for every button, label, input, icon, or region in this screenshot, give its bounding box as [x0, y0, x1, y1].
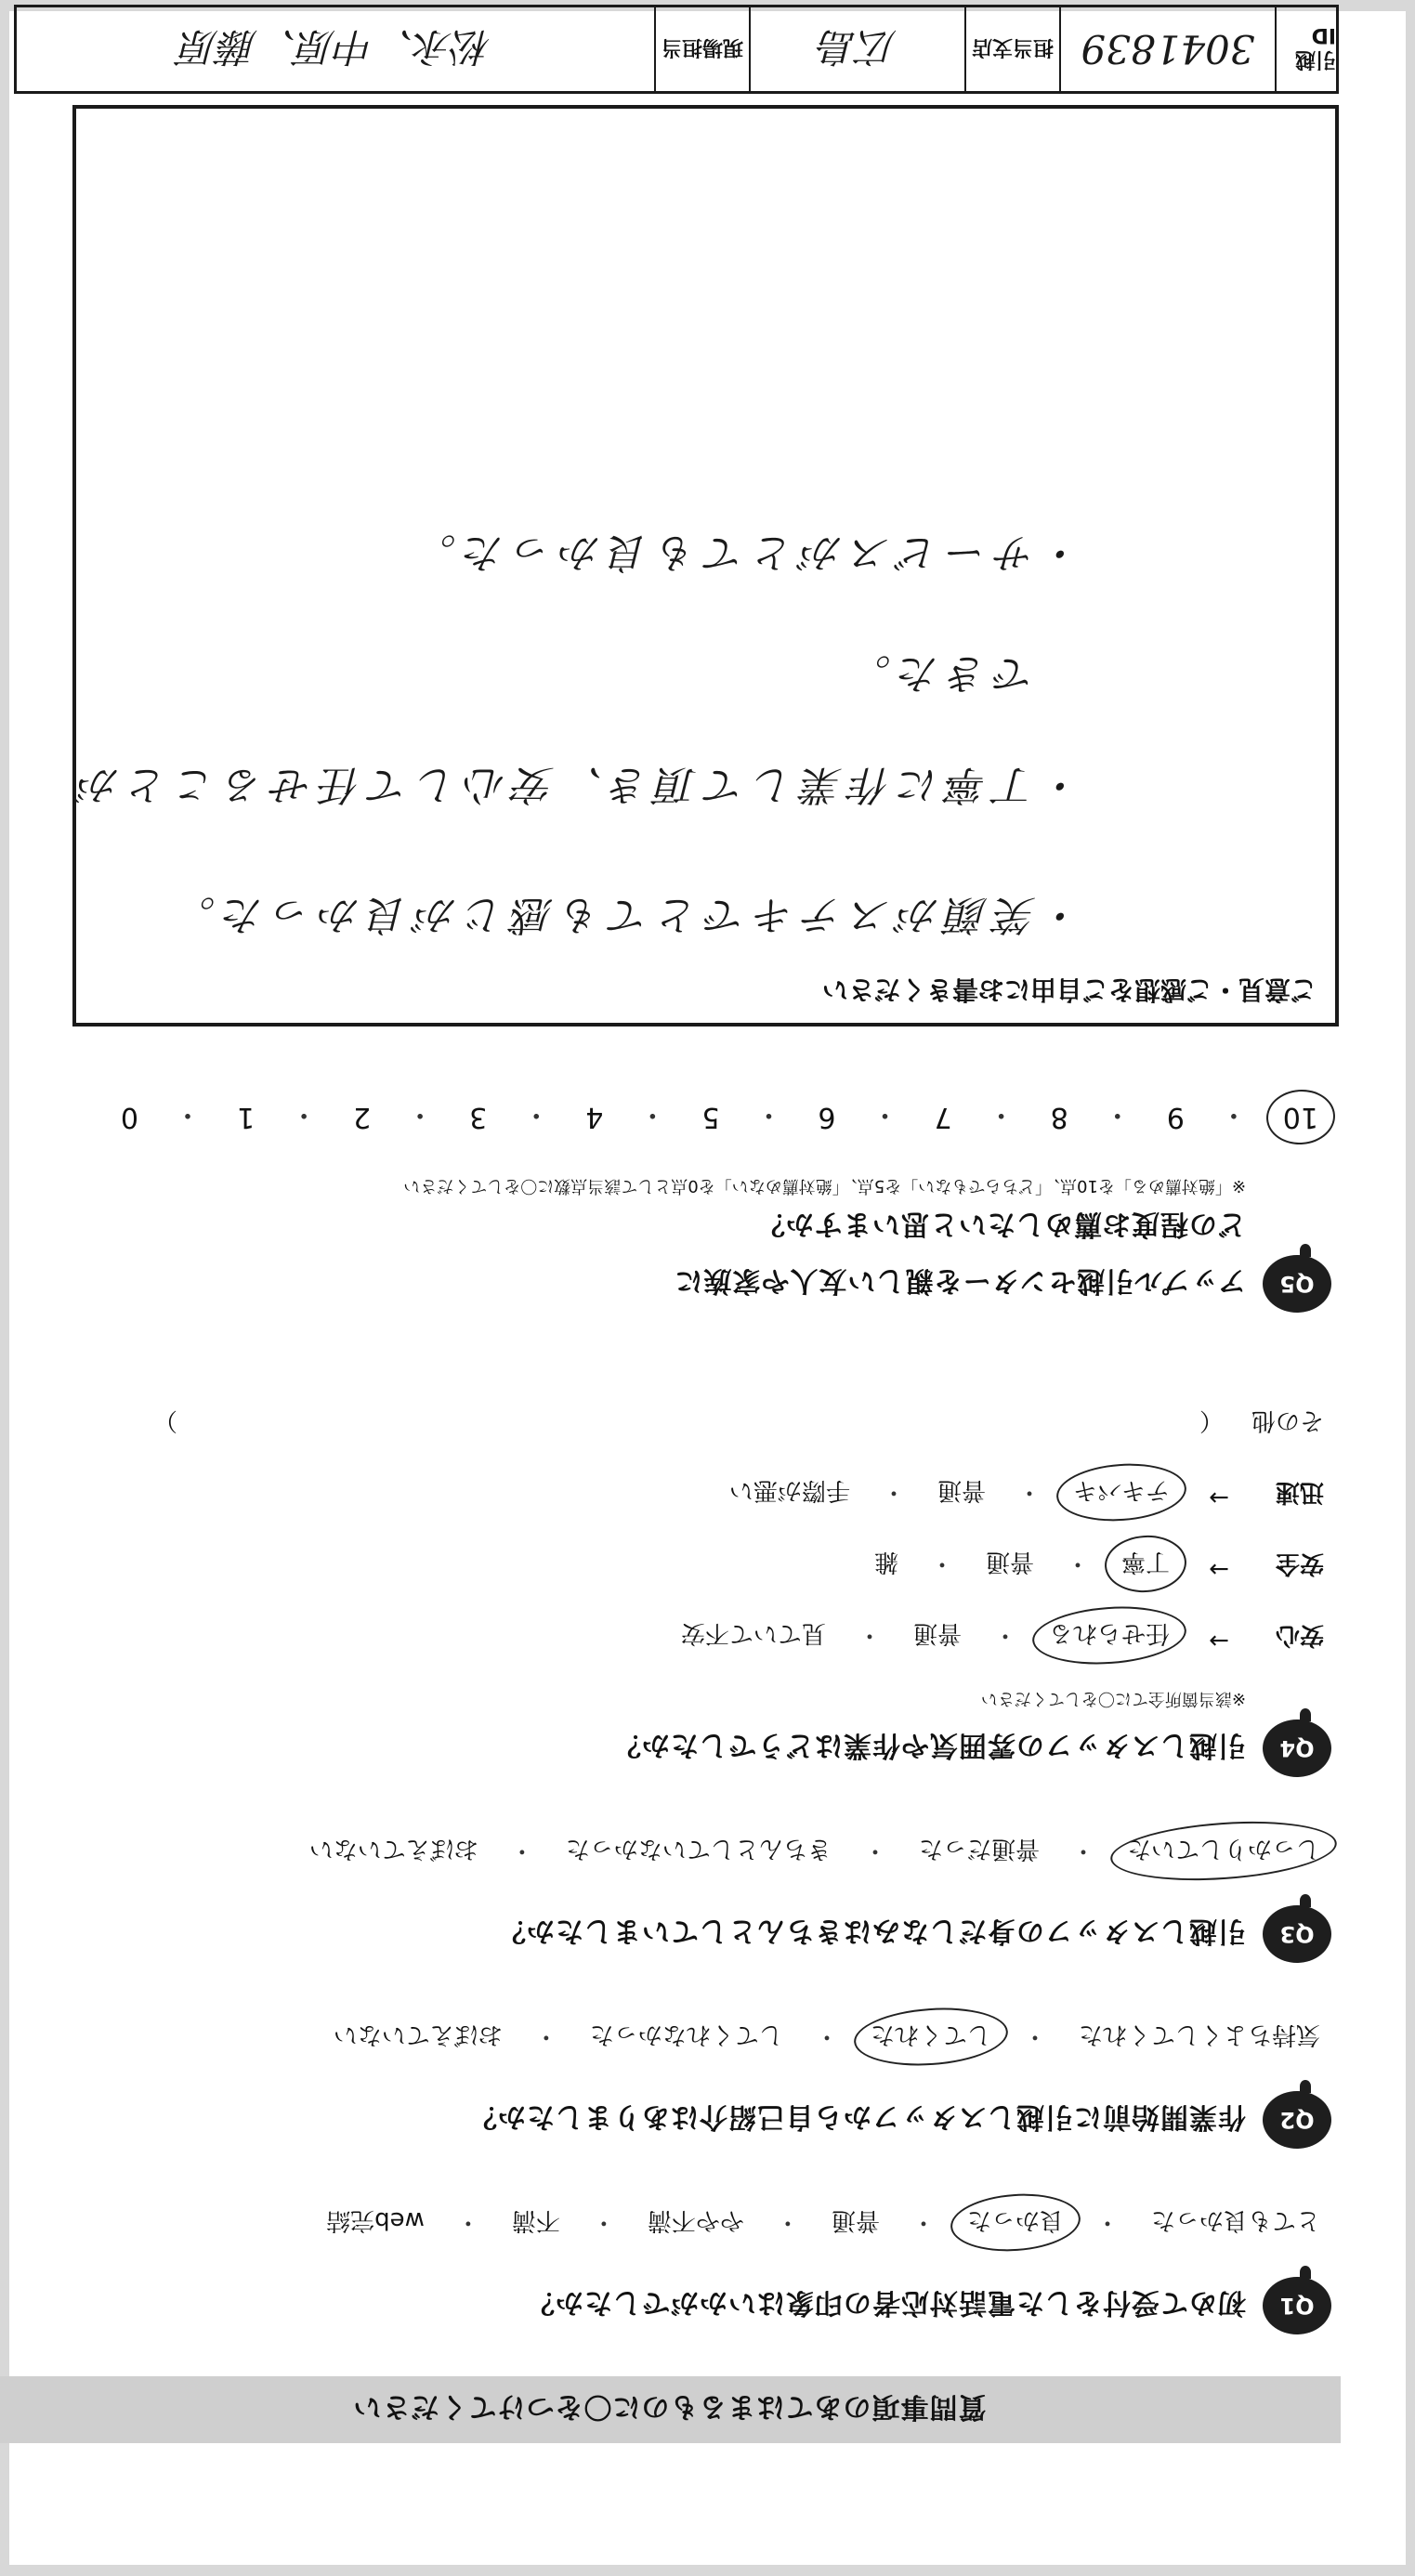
question-2	[59, 2018, 1331, 2149]
question-5	[59, 1097, 1331, 1313]
q5-separator: ・	[1103, 1098, 1132, 1131]
q2-text: 作業開始前に引越しスタッフから自己紹介はありましたか？	[468, 2100, 1246, 2133]
comments-title: ご意見・ご感想をご自由にお書きください	[821, 974, 1317, 1005]
q3-separator: ・	[1070, 1837, 1095, 1864]
q5-separator: ・	[290, 1098, 319, 1131]
question-1	[59, 2203, 1331, 2334]
branch-value: 広島	[749, 7, 964, 91]
q4-text: 引越しスタッフの雰囲気や作業はどうでしたか？	[612, 1729, 1246, 1761]
q5-score-selected[interactable]: 10	[1279, 1100, 1322, 1136]
branch-label: 担当支店	[964, 7, 1059, 91]
q5-score[interactable]: 6	[818, 1101, 836, 1134]
q5-score[interactable]: 3	[469, 1101, 488, 1134]
scan-edge-top	[0, 2565, 1415, 2576]
arrow-icon: →	[1209, 1627, 1229, 1654]
q5-score[interactable]: 0	[120, 1101, 138, 1134]
q2-option[interactable]: 気持ちよくしてくれた	[1078, 2020, 1320, 2048]
q4-separator: ・	[1065, 1550, 1090, 1577]
q4-other-row	[59, 1406, 1324, 1440]
q4-option[interactable]: 見ていて不安	[680, 1619, 826, 1647]
id-value: 3041839	[1059, 7, 1275, 91]
q1-separator: ・	[775, 2208, 800, 2236]
comment-line-2: ・丁寧に作業して頂き、安心して任せることが	[71, 761, 1084, 808]
q3-badge: Q3	[1263, 1905, 1331, 1963]
question-4	[59, 1406, 1331, 1777]
comment-line-3: できた。	[843, 649, 1084, 697]
q5-score[interactable]: 5	[701, 1101, 720, 1134]
comment-line-1: ・笑顔がステキでとても感じが良かった。	[166, 891, 1084, 938]
header-table	[14, 5, 1339, 94]
q4-separator: ・	[929, 1550, 954, 1577]
q4-option-selected[interactable]: 任せられる	[1045, 1616, 1173, 1654]
q5-separator: ・	[754, 1098, 783, 1131]
q4-option-selected[interactable]: 丁寧	[1118, 1545, 1173, 1583]
q2-separator: ・	[1022, 2022, 1047, 2050]
q1-separator: ・	[455, 2208, 480, 2236]
q4-other-label: その他	[1251, 1406, 1324, 1434]
q5-separator: ・	[638, 1098, 667, 1131]
q2-option[interactable]: してくれなかった	[589, 2020, 783, 2048]
q1-separator: ・	[591, 2208, 616, 2236]
q3-options	[59, 1832, 1324, 1870]
q3-option[interactable]: おぼえていない	[308, 1835, 478, 1863]
q4-row	[59, 1616, 1324, 1654]
q5-score[interactable]: 4	[585, 1101, 604, 1134]
q5-score[interactable]: 8	[1050, 1101, 1068, 1134]
staff-label: 現場担当	[654, 7, 749, 91]
q4-option[interactable]: 普通	[937, 1476, 986, 1504]
q5-scale	[59, 1097, 1322, 1138]
q5-line1: アップル引越センターを親しい友人や家族に	[674, 1264, 1246, 1297]
q4-badge: Q4	[1263, 1720, 1331, 1777]
q2-option-selected[interactable]: してくれた	[867, 2018, 995, 2056]
q5-note: ※「絶対薦める」を10点、「どちらでもない」を5点、「絶対薦めない」を0点として該当点数に〇をしてください	[403, 1176, 1246, 1196]
q5-separator: ・	[987, 1098, 1015, 1131]
q4-separator: ・	[857, 1621, 882, 1649]
q5-score[interactable]: 1	[236, 1101, 255, 1134]
q5-separator: ・	[522, 1098, 551, 1131]
staff-value: 松永、中原、藤原	[179, 24, 492, 70]
comment-line-4: ・サービスがとても良かった。	[408, 529, 1084, 576]
comments-box	[72, 105, 1339, 1026]
q5-separator: ・	[406, 1098, 435, 1131]
q4-option[interactable]: 手際が悪い	[728, 1476, 850, 1504]
q3-separator: ・	[509, 1837, 534, 1864]
q5-separator: ・	[871, 1098, 899, 1131]
q4-other-blank	[205, 1406, 1172, 1440]
q5-separator: ・	[1219, 1098, 1248, 1131]
q5-separator: ・	[173, 1098, 202, 1131]
question-3	[59, 1832, 1331, 1963]
q2-options	[59, 2018, 1324, 2056]
q2-option[interactable]: おぼえていない	[333, 2020, 503, 2048]
arrow-icon: →	[1209, 1555, 1229, 1583]
q4-note: ※該当箇所全てに〇をしてください	[980, 1689, 1246, 1708]
q5-badge: Q5	[1263, 1255, 1331, 1313]
q4-separator: ・	[881, 1478, 906, 1506]
q1-option[interactable]: web完結	[326, 2206, 425, 2234]
q5-score[interactable]: 9	[1166, 1101, 1185, 1134]
q1-option[interactable]: とても良かった	[1150, 2206, 1320, 2234]
q4-row	[59, 1545, 1324, 1583]
q1-separator: ・	[911, 2208, 936, 2236]
q4-separator: ・	[1016, 1478, 1042, 1506]
q4-row-label: 安心	[1275, 1621, 1324, 1649]
q3-option[interactable]: 普通だった	[918, 1835, 1040, 1863]
q4-separator: ・	[992, 1621, 1017, 1649]
q4-option-selected[interactable]: テキパキ	[1069, 1473, 1173, 1511]
arrow-icon: →	[1209, 1484, 1229, 1511]
q4-option[interactable]: 普通	[912, 1619, 962, 1647]
q5-score[interactable]: 7	[934, 1101, 952, 1134]
q2-separator: ・	[533, 2022, 558, 2050]
q1-badge: Q1	[1263, 2277, 1331, 2334]
q2-separator: ・	[814, 2022, 839, 2050]
q3-text: 引越しスタッフの身だしなみはきちんとしていましたか？	[497, 1915, 1246, 1947]
scan-edge-right	[0, 0, 9, 2576]
q4-row-label: 迅速	[1275, 1478, 1324, 1506]
id-label: 引越ID	[1275, 7, 1336, 91]
q4-other-open: （	[1199, 1406, 1224, 1434]
scan-edge-left	[1406, 0, 1415, 2576]
q4-row	[59, 1473, 1324, 1511]
q1-option[interactable]: 不満	[511, 2206, 560, 2234]
q2-badge: Q2	[1263, 2091, 1331, 2149]
q1-text: 初めて受付をした電話対応者の印象はいかがでしたか？	[526, 2286, 1246, 2319]
q5-score[interactable]: 2	[353, 1101, 372, 1134]
q4-other-close: ）	[152, 1406, 177, 1434]
q4-option[interactable]: 雑	[873, 1548, 898, 1576]
q4-row-label: 安全	[1275, 1550, 1324, 1577]
q5-line2: どの程度お薦めしたいと思いますか？	[756, 1208, 1246, 1240]
q1-options	[59, 2203, 1324, 2242]
q3-separator: ・	[862, 1837, 887, 1864]
q1-option[interactable]: やや不満	[647, 2206, 744, 2234]
q4-rows	[59, 1473, 1331, 1654]
q1-option[interactable]: 普通	[831, 2206, 880, 2234]
q4-option[interactable]: 普通	[985, 1548, 1034, 1576]
instructions-banner: 質問事項のあてはまるものに〇をつけてください	[0, 2376, 1341, 2443]
q3-option[interactable]: きちんとしていなかった	[565, 1835, 832, 1863]
q1-option-selected[interactable]: 良かった	[963, 2203, 1068, 2242]
q1-separator: ・	[1094, 2208, 1120, 2236]
q3-option-selected[interactable]: しっかりしていた	[1123, 1832, 1324, 1870]
